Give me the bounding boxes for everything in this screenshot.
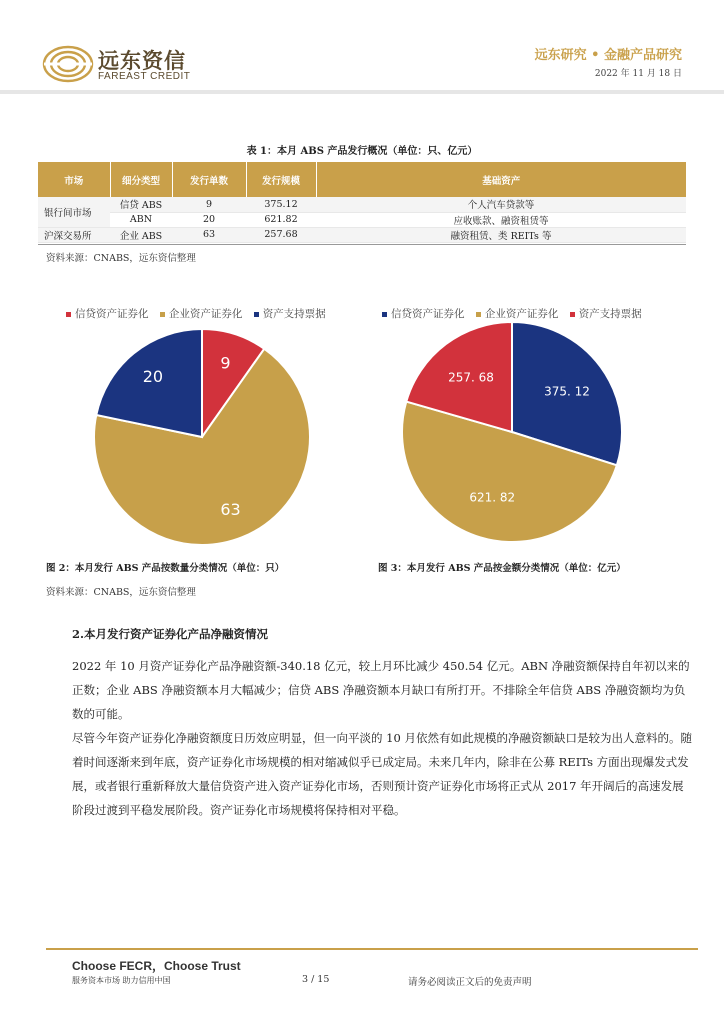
legend-label: 资产支持票据 — [262, 308, 326, 320]
legend-item — [160, 308, 243, 320]
cell-scale: 375.12 — [246, 197, 316, 212]
pie-chart-amount — [398, 318, 626, 546]
legend-label: 信贷资产证券化 — [391, 308, 465, 320]
brand-name: 远东资信 — [98, 49, 186, 73]
cell-scale: 257.68 — [246, 227, 316, 242]
legend-label: 信贷资产证券化 — [75, 308, 149, 320]
paragraph-1 — [72, 654, 692, 726]
table-caption: 表 1：本月 ABS 产品发行概况（单位：只、亿元） — [246, 146, 478, 157]
report-section: 远东研究 • 金融产品研究 — [534, 48, 682, 63]
legend-item — [254, 308, 326, 320]
col-header-scale: 发行规模 — [246, 162, 316, 197]
figure3-caption: 图 3：本月发行 ABS 产品按金额分类情况（单位：亿元） — [378, 563, 626, 574]
brand-name-en: FAREAST CREDIT — [98, 71, 191, 82]
abs-issuance-table — [38, 162, 686, 243]
cell-type: 企业 ABS — [110, 227, 172, 242]
paragraph-2-text: 尽管今年资产证券化净融资额度日历效应明显，但一向平淡的 10 月依然有如此规模的净融资额缺口是较为出人意料的。随着时间逐渐来到年底，资产证券化市场规模的相对缩减似乎已成定局。未来几年内，除非在公募 REITs 方面出现爆发式发展，或者银行重新释放大量信贷资产进入资产证券化市场，否则预计资产证券化市场将正式从 2017 年开阔后的高速发展阶段过渡到平稳发展阶段。资产证券化市场规模将保持相对平稳。 — [72, 731, 692, 817]
chart1-legend — [66, 306, 334, 321]
col-header-market: 市场 — [38, 162, 110, 197]
page-number: 3 / 15 — [302, 974, 330, 985]
table-header-row — [38, 162, 686, 197]
pie-slice-label: 257. 68 — [448, 370, 494, 385]
cell-type: 信贷 ABS — [110, 197, 172, 212]
legend-swatch-blue — [382, 312, 387, 317]
table-row — [38, 227, 686, 242]
footer-slogan: Choose FECR，Choose Trust — [72, 959, 241, 973]
footer-divider — [46, 948, 698, 950]
table-source: 资料来源：CNABS，远东资信整理 — [46, 253, 196, 264]
legend-item — [66, 308, 149, 320]
fareast-logo-icon — [42, 44, 94, 84]
col-header-type: 细分类型 — [110, 162, 172, 197]
cell-asset: 个人汽车贷款等 — [316, 197, 686, 212]
report-date: 2022 年 11 月 18 日 — [594, 69, 682, 79]
paragraph-2 — [72, 726, 692, 822]
table-row — [38, 212, 686, 227]
legend-swatch-blue — [254, 312, 259, 317]
charts-source: 资料来源：CNABS，远东资信整理 — [46, 587, 196, 598]
cell-count: 63 — [172, 227, 246, 242]
pie-slice-label: 375. 12 — [544, 384, 590, 399]
legend-swatch-gold — [476, 312, 481, 317]
legend-swatch-gold — [160, 312, 165, 317]
legend-label: 企业资产证券化 — [168, 308, 243, 320]
section-title: 2.本月发行资产证券化产品净融资情况 — [72, 627, 269, 641]
footer-disclaimer: 请务必阅读正文后的免责声明 — [408, 977, 532, 988]
legend-swatch-red — [570, 312, 575, 317]
cell-scale: 621.82 — [246, 212, 316, 227]
cell-asset: 应收账款、融资租赁等 — [316, 212, 686, 227]
pie-slice-label: 63 — [220, 499, 241, 519]
pie-slice-label: 621. 82 — [469, 490, 516, 505]
table-row — [38, 197, 686, 212]
pie-slice-label: 20 — [142, 367, 164, 387]
header-divider — [0, 90, 724, 94]
footer-subslogan: 服务资本市场 助力信用中国 — [72, 976, 171, 985]
table-bottom-rule — [38, 244, 686, 245]
paragraph-1-text: 2022 年 10 月资产证券化产品净融资额-340.18 亿元，较上月环比减少 450.54 亿元。ABN 净融资额保持自年初以来的正数；企业 ABS 净融资额本月大幅减少；信贷 ABS 净融资额本月缺口有所打开。不排除全年信贷 ABS 净融资额均为负数的可能。 — [72, 659, 690, 721]
pie-chart-count — [90, 325, 314, 549]
figure2-caption: 图 2：本月发行 ABS 产品按数量分类情况（单位：只） — [46, 563, 285, 574]
cell-type: ABN — [110, 212, 172, 227]
cell-count: 20 — [172, 212, 246, 227]
col-header-count: 发行单数 — [172, 162, 246, 197]
cell-asset: 融资租赁、类 REITs 等 — [316, 227, 686, 242]
cell-market: 沪深交易所 — [38, 227, 110, 242]
pie-slice-label: 9 — [220, 353, 231, 373]
legend-label: 资产支持票据 — [578, 308, 642, 320]
cell-market: 银行间市场 — [38, 197, 110, 227]
col-header-asset: 基础资产 — [316, 162, 686, 197]
legend-swatch-red — [66, 312, 71, 317]
legend-label: 企业资产证券化 — [484, 308, 559, 320]
cell-count: 9 — [172, 197, 246, 212]
